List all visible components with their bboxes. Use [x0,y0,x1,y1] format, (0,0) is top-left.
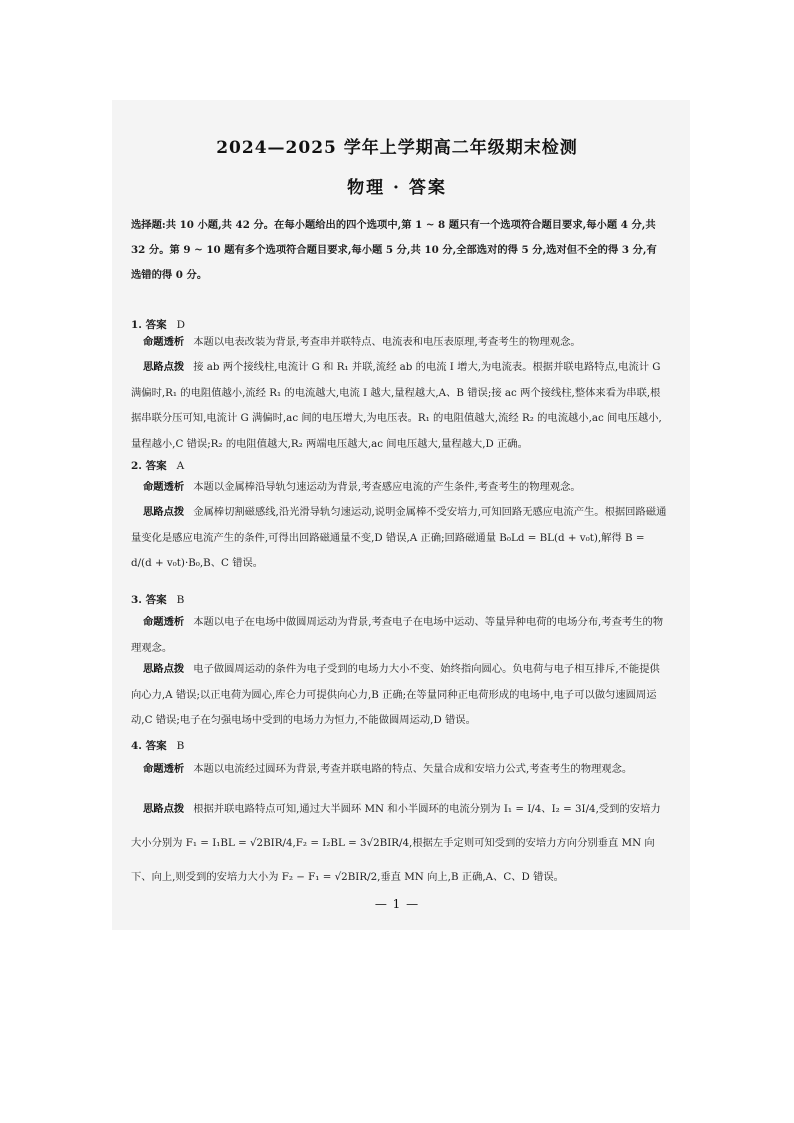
page-title: 2024—2025 学年上学期高二年级期末检测 [216,138,578,158]
question-2-analysis-block [131,475,668,501]
analysis-label: 命题透析 [143,336,185,348]
analysis-label: 命题透析 [143,481,185,493]
question-number: 3. 答案 [131,594,167,606]
hint-text: 根据并联电路特点可知,通过大半圆环 MN 和小半圆环的电流分别为 I₁ = I/4、I₂ = 3I/4,受到的安培力大小分别为 F₁ = I₁BL = √2BIR/4,F₂ = I₂BL = 3√2BIR/4,根据左手定则可知受到的安培力方向分别垂直 MN 向下、向上,则受到的安培力大小为 F₂ − F₁ = √2BIR/2,垂直 MN 向上,B 正确,A、C、D 错误。 [131,803,661,883]
analysis-text: 本题以电流经过圆环为背景,考查并联电路的特点、矢量合成和安培力公式,考查考生的物理观念。 [193,763,633,775]
question-1-analysis-row [131,307,668,308]
hint-label: 思路点拨 [143,361,185,373]
question-4-analysis-block [131,757,668,783]
question-number: 1. 答案 [131,319,167,331]
section-intro: 选择题:共 10 小题,共 42 分。在每小题给出的四个选项中,第 1 ~ 8 题只有一个选项符合题目要求,每小题 4 分,共 32 分。第 9 ~ 10 题有多个选项符合题目要求,每小题 5 分,共 10 分,全部选对的得 5 分,选对但不全的得 3 分,有选错的得 0 分。 [131,219,657,281]
analysis-label: 命题透析 [143,763,185,775]
hint-label: 思路点拨 [143,506,185,518]
question-answer: A [176,460,185,472]
page-number: — 1 — [374,897,420,911]
question-number: 4. 答案 [131,740,167,752]
analysis-label: 命题透析 [143,616,185,628]
question-4-header [131,738,184,753]
hint-text: 接 ab 两个接线柱,电流计 G 和 R₁ 并联,流经 ab 的电流 I 增大,为电流表。根据并联电路特点,电流计 G 满偏时,R₁ 的电阻值越小,流经 R₁ 的电流越大,电流 I 越大,量程越大,A、B 错误;接 ac 两个接线柱,整体来看为串联,根据串联分压可知,电流计 G 满偏时,ac 间的电压增大,为电压表。R₁ 的电阻值越大,流经 R₂ 的电流越小,ac 间电压越小,量程越小,C 错误;R₂ 的电阻值越大,R₂ 两端电压越大,ac 间电压越大,量程越大,D 正确。 [131,361,662,450]
question-answer: D [176,319,186,331]
question-2-hint-block [131,500,668,577]
question-3-hint-block [131,657,668,734]
question-number: 2. 答案 [131,460,167,472]
question-2-header [131,458,184,473]
hint-text: 金属棒切割磁感线,沿光滑导轨匀速运动,说明金属棒不受安培力,可知回路无感应电流产生。根据回路磁通量变化是感应电流产生的条件,可得出回路磁通量不变,D 错误,A 正确;回路磁通量 B₀Ld = BL(d + v₀t),解得 B = d/(d + v₀t)·B₀,B、C 错误。 [131,506,667,570]
hint-label: 思路点拨 [143,803,185,815]
question-1-hint-block [131,355,668,457]
question-4-hint-block [131,792,668,894]
analysis-text: 本题以金属棒沿导轨匀速运动为背景,考查感应电流的产生条件,考查考生的物理观念。 [193,481,581,493]
analysis-text: 本题以电表改装为背景,考查串并联特点、电流表和电压表原理,考查考生的物理观念。 [193,336,581,348]
question-answer: B [176,594,185,606]
question-3-header [131,592,184,607]
hint-text: 电子做圆周运动的条件为电子受到的电场力大小不变、始终指向圆心。负电荷与电子相互排斥,不能提供向心力,A 错误;以正电荷为圆心,库仑力可提供向心力,B 正确;在等量同种正电荷形成的电场中,电子可以做匀速圆周运动,C 错误;电子在匀强电场中受到的电场力为恒力,不能做圆周运动,D 错误。 [131,663,660,727]
question-1-analysis-block [131,330,668,356]
analysis-text: 本题以电子在电场中做圆周运动为背景,考查电子在电场中运动、等量异种电荷的电场分布,考查考生的物理观念。 [131,616,664,654]
question-answer: B [176,740,185,752]
page-subtitle: 物理 · 答案 [347,178,447,198]
question-3-analysis-block [131,610,668,661]
hint-label: 思路点拨 [143,663,185,675]
